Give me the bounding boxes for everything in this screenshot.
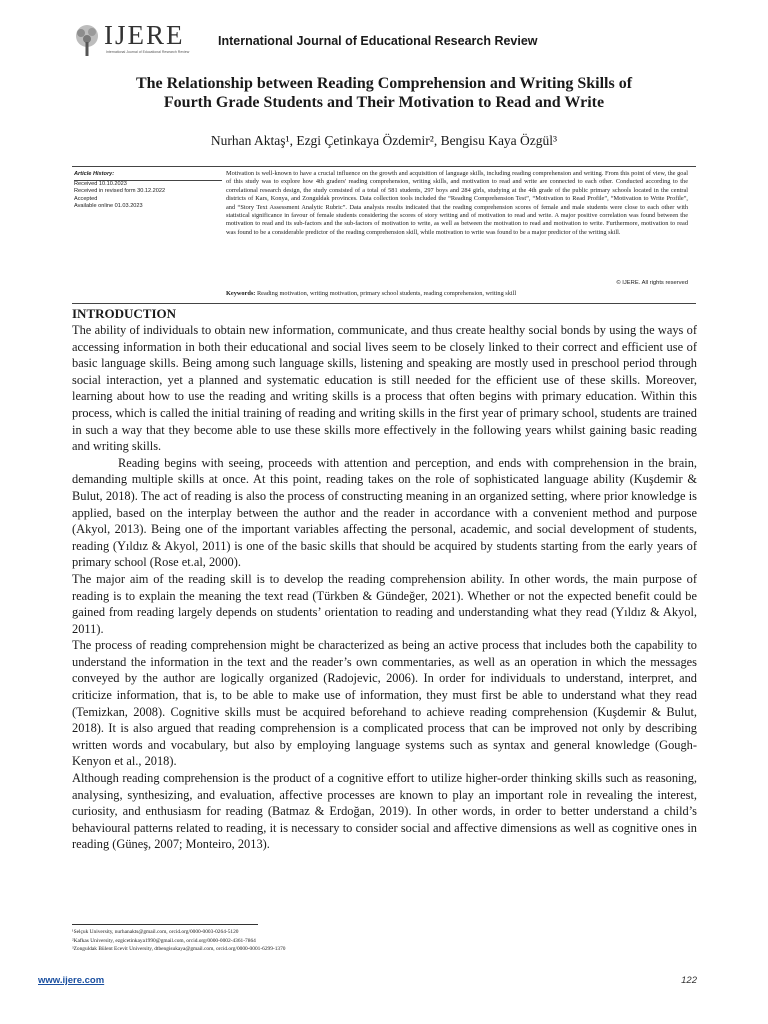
body-text: [72, 322, 697, 853]
paragraph: Reading begins with seeing, proceeds with attention and perception, and ends with comprehension in the brain, demanding multiple skills at once. At this point, reading takes on the role of sophisticated language ability (Kuşdemir & Bulut, 2018). The act of reading is also the process of constructing meaning in an organized setting, where prior knowledge is applied, based on the interplay between the author and the reader in accordance with a convenient method and purpose (Akyol, 2013). Being one of the important variables affecting the personal, academic, and social development of students, reading (Yıldız & Akyol, 2011) is one of the basic skills that should be acquired by students starting from the early years of primary school (Rose et.al, 2000).: [72, 455, 697, 570]
logo-subtitle: International Journal of Educational Research Review: [106, 50, 190, 54]
copyright: © IJERE. All rights reserved: [616, 280, 688, 286]
tree-logo-icon: [72, 24, 102, 58]
paragraph: The ability of individuals to obtain new information, communicate, and thus create healthy social bonds by using the ways of accessing information in both their educational and social lives seem to be closely linked to their correct and efficient use of basic language skills. Being among such language skills, listening and speaking are mostly used in preschool period through social interaction, yet a planned and systematic education is still needed for the efficient use of these skills. Moreover, learning about how to use the reading and writing skills is a process that often begins with primary education. Within this process, which is called the initial training of reading and writing skills in the first year of primary school, students are trained in such a way that they become able to use these skills more effectively in the following years whilst gaining basic reading and writing skills.: [72, 323, 697, 454]
keywords-list: Reading motivation, writing motivation, primary school students, reading comprehension, writing skill: [255, 290, 517, 297]
footnotes: [72, 928, 285, 954]
paragraph: The process of reading comprehension might be characterized as being an active process that includes both the capability to understand the information in the text and the reader’s own commentaries, as well as an operation in which the messages conveyed by the author are logically organized (Radojevic, 2006). In order for individuals to understand, interpret, and criticize information, that is, to be able to make use of information, they must first be able to understand what they read (Temizkan, 2008). Cognitive skills must be acquired beforehand to achieve reading comprehension (Kuşdemir & Bulut, 2018). It is also argued that reading comprehension is a complicated process that can be improved not only by describing written words and vocabulary, but also by employing language systems such as syntax and general knowledge (Gough-Kenyon et al., 2018).: [72, 638, 697, 769]
history-line: Available online 01.03.2023: [74, 203, 143, 210]
journal-website-link[interactable]: www.ijere.com: [38, 975, 105, 986]
authors: Nurhan Aktaş¹, Ezgi Çetinkaya Özdemir², Bengisu Kaya Özgül³: [210, 133, 558, 148]
journal-name: International Journal of Educational Research Review: [218, 34, 538, 48]
article-history: [74, 171, 222, 211]
keywords-label: Keywords:: [226, 290, 256, 297]
title-line-2: Fourth Grade Students and Their Motivation to Read and Write: [163, 94, 605, 111]
article-title: [72, 74, 696, 112]
footnote-divider: [72, 924, 258, 925]
paragraph: The major aim of the reading skill is to develop the reading comprehension ability. In other words, the main purpose of reading is to explain the meaning the text read (Türkben & Gündeğer, 2021). Whether or not the expected benefit could be gained from reading largely depends on students’ orientation to reading and understanding what they read (Yıldız & Akyol, 2011).: [72, 571, 697, 636]
history-line: Received 10.10.2023: [74, 180, 127, 187]
footnote: ³Zonguldak Bülent Ecevit University, dtbengisukaya@gmail.com, orcid.org/0000-0001-6299-1370: [72, 946, 286, 953]
history-line: Accepted: [74, 195, 98, 202]
abstract-text: Motivation is well-known to have a crucial influence on the growth and acquisition of language skills, including reading comprehension and writing. From this point of view, the goal of this study was to explore how 4th graders' reading comprehension, writing skills, and motivation to read and write are connected to each other. Conducted according to the correlational research design, the study consisted of a total of 581 students, 297 boys and 284 girls, studying at the 4th grade of the public primary schools located in the central districts of Kars, Konya, and Zonguldak provinces. Data collection tools included the “Reading Comprehension Test”, “Motivation to Read Profile”, “Motivation to Write Profile”, and “Story Text Assessment Analytic Rubric”. Data analysis results indicated that the reading comprehension scores of female and male students were close to each other with statistical significance in favour of female students considering the scores of story writing and of motivation to read and write. A major positive correlation was found between the motivation to read and its sub-factors and the sub-factors of motivation to write, as well as between the motivation to read and motivation to write. Furthermore, motivation to read was found to be a considerable predictor of the reading comprehension skill, while motivation to write was found to be a major predictor of the writing skill.: [226, 170, 688, 236]
title-line-1: The Relationship between Reading Comprehension and Writing Skills of: [135, 75, 633, 92]
paragraph: Although reading comprehension is the product of a cognitive effort to utilize higher-order thinking skills such as reasoning, analysing, synthesizing, and evaluation, affective processes are known to play an important role in revealing the interest, curiosity, and enthusiasm for reading (Batmaz & Erdoğan, 2019). In other words, in order to better understand a child’s behavioural patterns related to reading, it is necessary to consider social and affective dimensions as well as cognitive ones in reading (Güneş, 2007; Monteiro, 2013).: [72, 771, 697, 852]
page-header: [72, 22, 696, 62]
history-heading: Article History:: [74, 171, 222, 181]
page-number: 122: [681, 975, 697, 986]
history-line: Received in revised form 30.12.2022: [74, 188, 166, 195]
journal-logo: [72, 22, 202, 62]
section-heading: INTRODUCTION: [72, 306, 177, 321]
keywords: [226, 290, 516, 297]
abstract-box: [72, 166, 696, 304]
footnote: ¹Selçuk University, nurhanakts@gmail.com, orcid.org/0000-0003-0264-5120: [72, 929, 239, 935]
footnote: ²Kafkas University, ezgicetinkaya1990@gmail.com, orcid.org/0000-0002-4361-7864: [72, 937, 256, 944]
logo-text: IJERE: [104, 20, 185, 50]
